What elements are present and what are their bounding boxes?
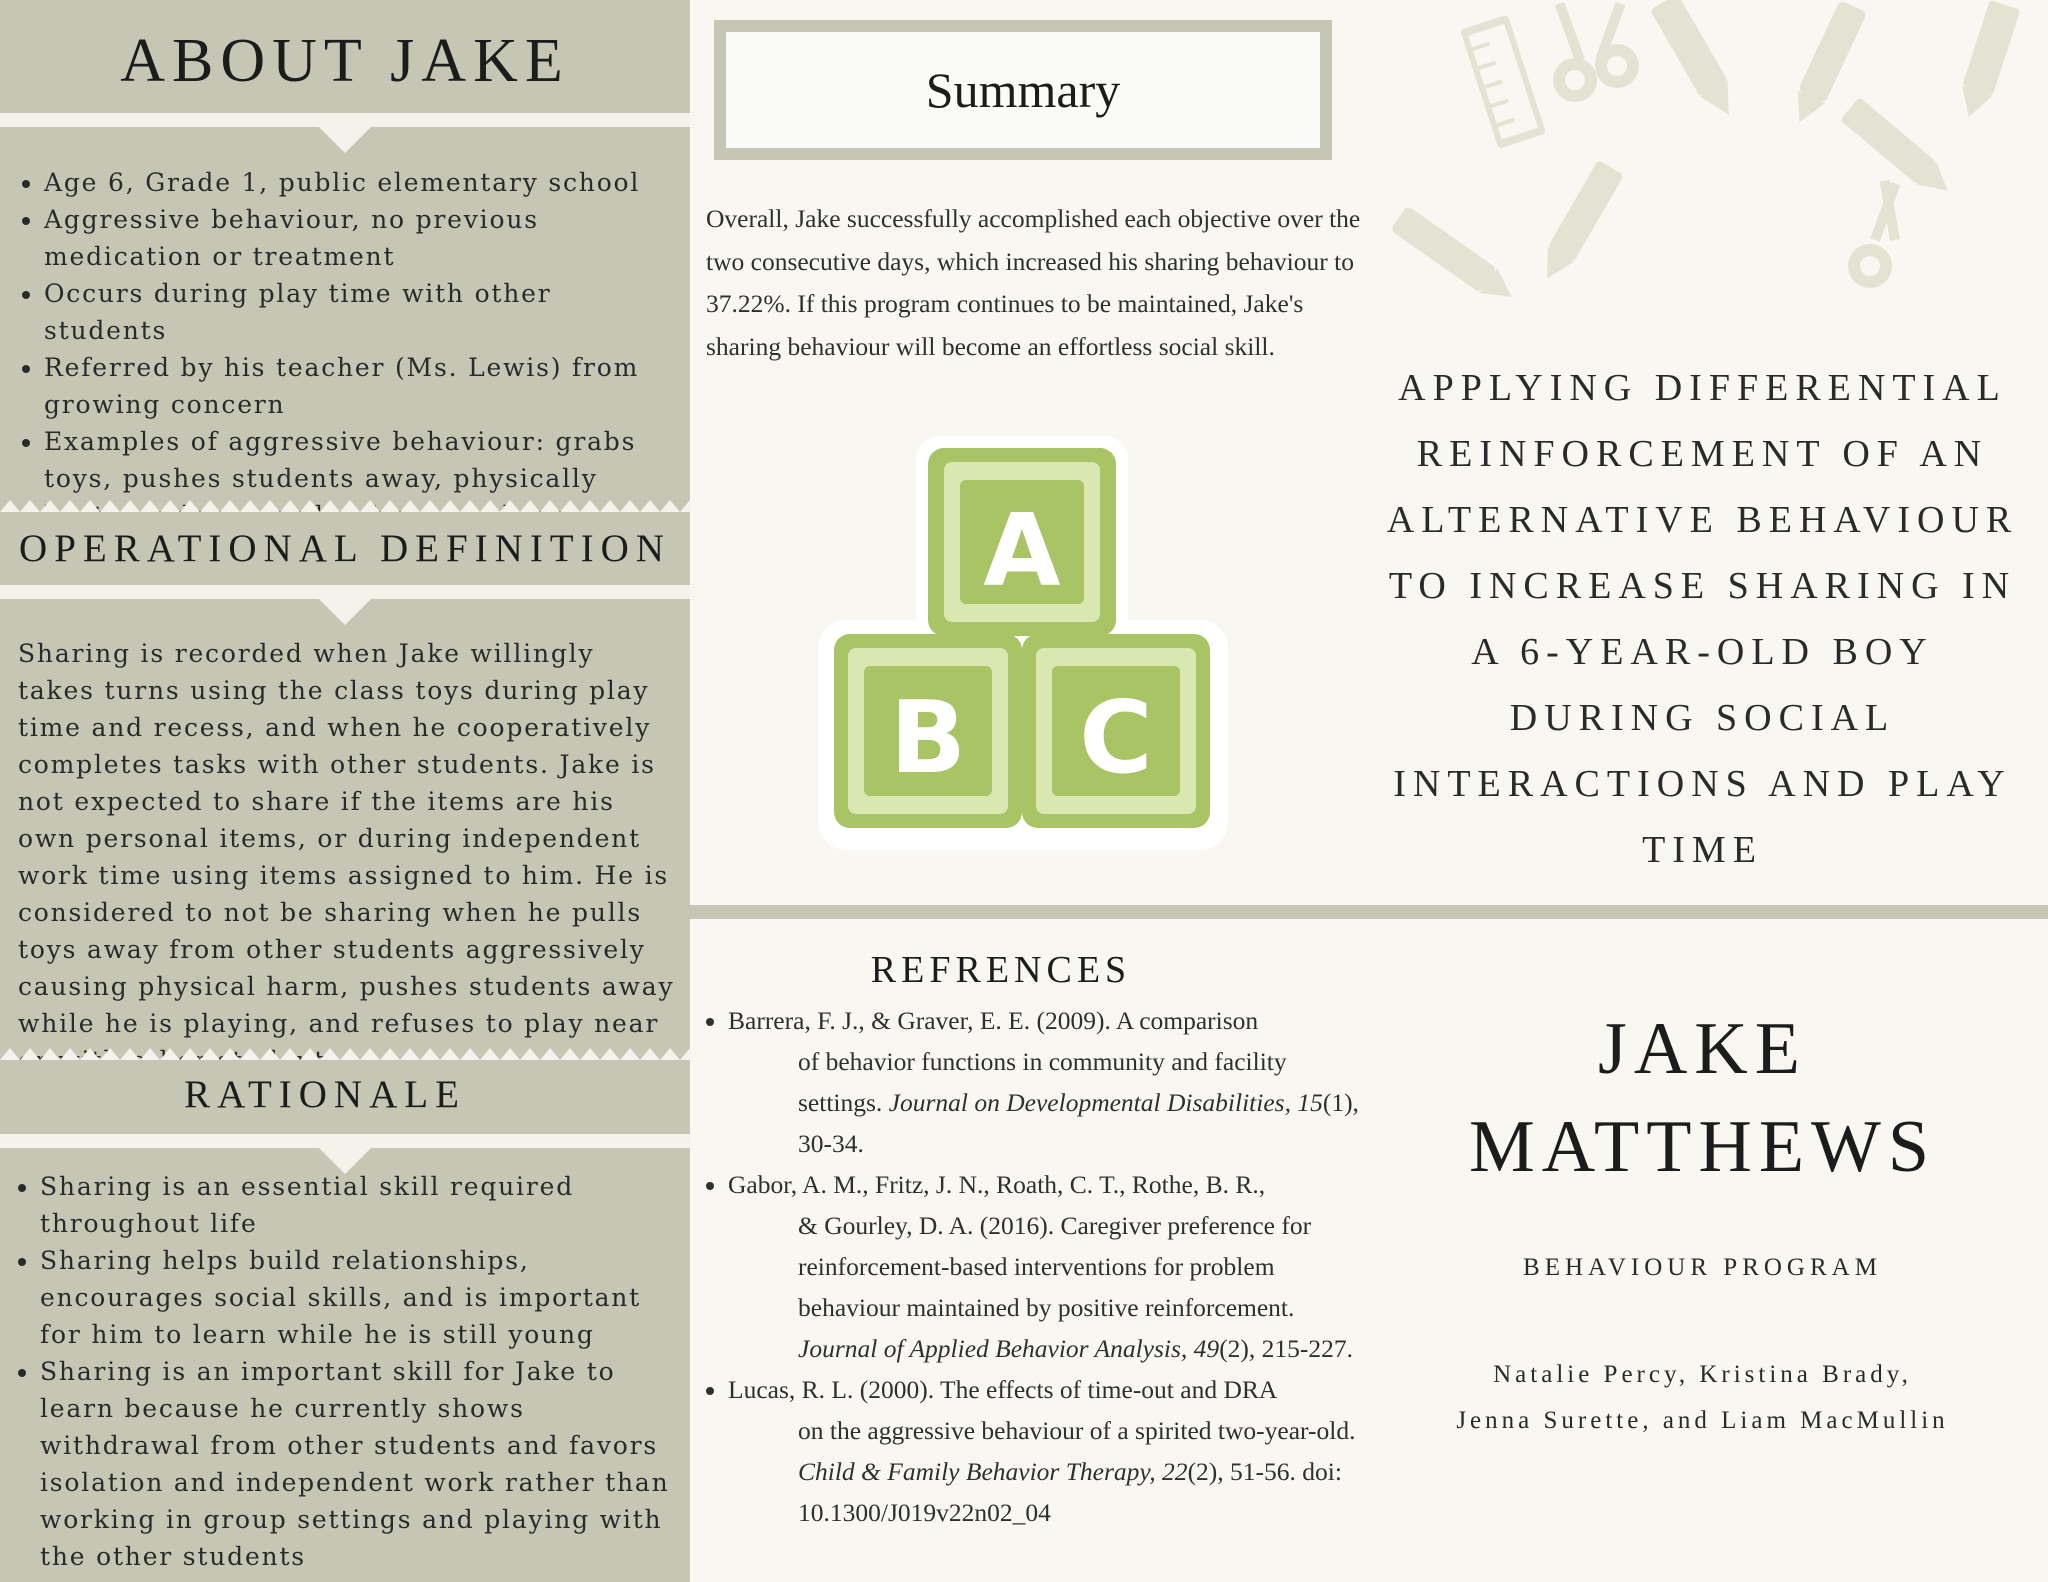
block-letter: B [889, 679, 967, 796]
poster-title: APPLYING DIFFERENTIAL REINFORCEMENT OF AN ALTERNATIVE BEHAVIOUR TO INCREASE SHARING IN A 6-YEAR-OLD BOY DURING SOCIAL INTERACTIONS AND PLAY TIME [1386, 367, 2019, 871]
block-letter: C [1079, 679, 1153, 796]
operational-divider-notch [319, 599, 371, 625]
pencil-icon [1650, 0, 1743, 123]
scissors-icon [1553, 2, 1639, 102]
left-column [0, 0, 690, 1582]
about-list [0, 164, 680, 534]
program-subtitle: BEHAVIOUR PROGRAM [1523, 1254, 1882, 1281]
operational-definition-text: Sharing is recorded when Jake willingly takes turns using the class toys during play time and recess, and when he cooperatively completes tasks with other students. Jake is not expected to share if the items are his own personal items, or during independent work time using items assigned to him. He is considered to not be sharing when he pulls toys away from other students aggressively causing physical harm, pushes students away while he is playing, and refuses to play near [18, 639, 675, 1038]
list-item: • Sharing is an important skill for Jake to learn because he currently shows withdrawal from other students and favors isolation and independent work rather than working in group settings and playing with the other students [40, 1353, 676, 1575]
rationale-divider [0, 1134, 690, 1148]
ruler-icon [1460, 15, 1546, 149]
rationale-list [0, 1168, 676, 1575]
zigzag-divider [0, 496, 690, 512]
about-divider-notch [319, 127, 371, 153]
rationale-title: RATIONALE [184, 1073, 466, 1116]
summary-box [714, 20, 1332, 160]
authors: Natalie Percy, Kristina Brady, Jenna Surette, and Liam MacMullin [1456, 1361, 1949, 1434]
summary-text: Overall, Jake successfully accomplished each objective over the two consecutive days, which increased his sharing behaviour to 37.22%. If this program continues to be maintained, Jake's sharing behaviour will become an effortless social skill. [706, 204, 1361, 361]
block-letter: A [983, 492, 1061, 609]
references-title: REFRENCES [870, 949, 1132, 991]
list-item: • Age 6, Grade 1, public elementary school [44, 164, 680, 201]
pencil-icon [1534, 160, 1624, 286]
reference-item: • Barrera, F. J., & Graver, E. E. (2009). A comparison of behavior functions in community and facility settings. Journal on Developmental Disabilities, 15(1), 30-34. [728, 1000, 1360, 1164]
abc-blocks-icon [818, 436, 1228, 856]
references-list [700, 1000, 1360, 1533]
list-item: • Sharing helps build relationships, encourages social skills, and is important for him to learn while he is still young [40, 1242, 676, 1353]
operational-definition-title: OPERATIONAL DEFINITION [19, 527, 671, 570]
scissors-icon [1848, 180, 1900, 288]
list-item: • Aggressive behaviour, no previous medication or treatment [44, 201, 680, 275]
pen-icon [1390, 205, 1520, 300]
list-item: • Sharing is an essential skill required throughout life [40, 1168, 676, 1242]
block-b [834, 634, 1022, 828]
student-name: JAKE MATTHEWS [1468, 1008, 1937, 1188]
about-divider [0, 113, 690, 127]
block-c [1022, 634, 1210, 828]
about-title: ABOUT JAKE [120, 27, 570, 95]
reference-item: • Gabor, A. M., Fritz, J. N., Roath, C. T., Rothe, B. R., & Gourley, D. A. (2016). Caregiver preference for reinforcement-based interventions for problem behaviour maintained by positive reinforcement. Journal of Applied Behavior Analysis, 49(2), 215-227. [728, 1164, 1360, 1369]
pencil-icon [1954, 0, 2021, 122]
reference-item: • Lucas, R. L. (2000). The effects of time-out and DRA on the aggressive behaviour of a spirited two-year-old. Child & Family Behavior Therapy, 22(2), 51-56. doi: 10.1300/J019v22n02_04 [728, 1369, 1360, 1533]
list-item: • Examples of aggressive behaviour: grabs toys, pushes students away, physically [44, 423, 680, 534]
list-item: • Occurs during play time with other students [44, 275, 680, 349]
operational-divider [0, 585, 690, 599]
zigzag-divider [0, 1044, 690, 1060]
summary-title: Summary [925, 62, 1121, 118]
horizontal-divider [690, 905, 2048, 919]
list-item: • Referred by his teacher (Ms. Lewis) from growing concern [44, 349, 680, 423]
block-a [928, 448, 1116, 636]
school-supplies-decoration [1360, 0, 2048, 300]
